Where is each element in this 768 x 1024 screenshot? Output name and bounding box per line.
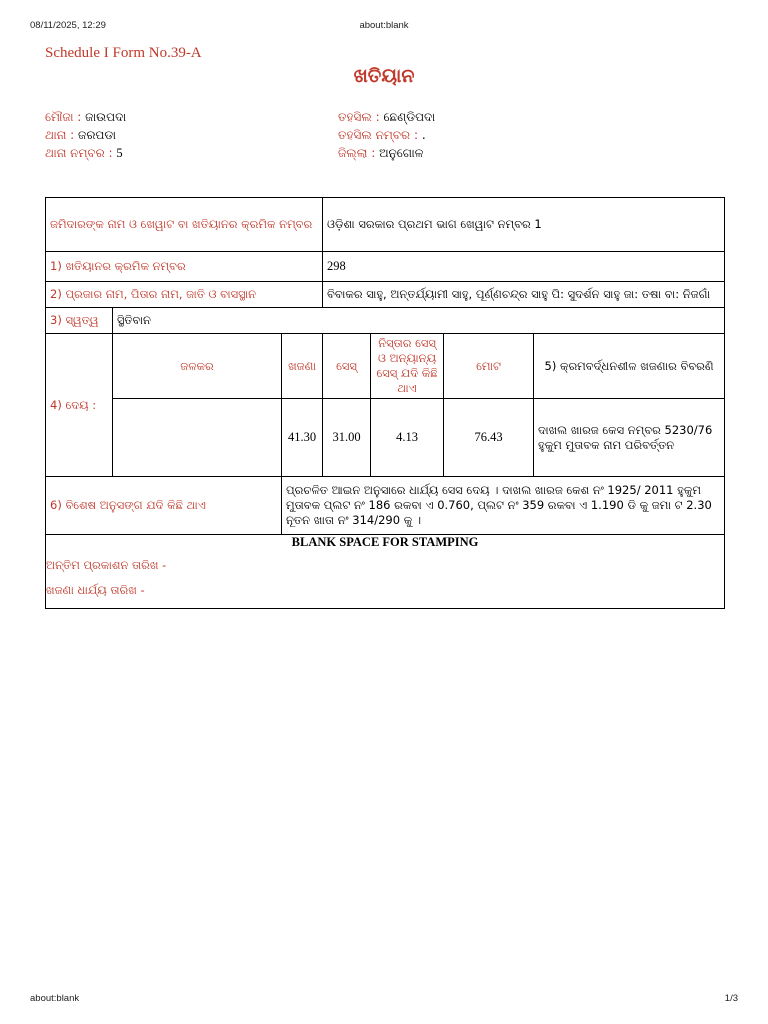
rent-assessment-date-label: ଖଜଣା ଧାର୍ଯ୍ୟ ତାରିଖ -	[46, 583, 145, 597]
khatiyan-no-value: 298	[323, 252, 725, 282]
thana-no-field	[45, 146, 123, 161]
stamp-title: BLANK SPACE FOR STAMPING	[291, 535, 479, 549]
dues-label: 4) ଦେୟ :	[46, 334, 113, 477]
district-field	[338, 146, 423, 161]
print-header	[30, 20, 738, 34]
district-label: ଜିଲ୍ଲା :	[338, 146, 380, 160]
nistar-value: 4.13	[371, 399, 444, 477]
khajana-header: ଖଜଣା	[282, 334, 323, 399]
print-url: about:blank	[359, 20, 409, 31]
stamp-row	[46, 535, 725, 609]
khajana-value: 41.30	[282, 399, 323, 477]
page-number: 1/3	[724, 993, 738, 1004]
print-datetime: 08/11/2025, 12:29	[30, 20, 106, 31]
total-value: 76.43	[444, 399, 534, 477]
thana-no-label: ଥାନା ନମ୍ବର :	[45, 146, 117, 160]
print-footer	[30, 993, 738, 1007]
tahasil-label: ତହସିଲ :	[338, 110, 384, 124]
landlord-value: ଓଡ଼ିଶା ସରକାର ପ୍ରଥମ ଭାଗ ଖେୱାଟ ନମ୍ବର 1	[323, 198, 725, 252]
right-value: ସ୍ଥିତିବାନ	[113, 308, 725, 334]
stamp-area	[46, 535, 725, 609]
cess-value: 31.00	[323, 399, 371, 477]
total-header: ମୋଟ	[444, 334, 534, 399]
jalkar-value	[113, 399, 282, 477]
tenant-row	[46, 282, 725, 308]
final-publication-date-label: ଅନ୍ତିମ ପ୍ରକାଶନ ତାରିଖ -	[46, 558, 167, 572]
thana-field	[45, 128, 116, 143]
form-number: Schedule I Form No.39-A	[45, 45, 202, 61]
footer-url: about:blank	[30, 993, 80, 1004]
khatiyan-table	[45, 197, 725, 609]
tenant-value: ବିବାକର ସାହୁ, ଅନ୍ତର୍ଯ୍ୟାମୀ ସାହୁ, ପୂର୍ଣ୍ଣଚନ୍ଦ୍ର ସାହୁ ପି: ସୁଦର୍ଶନ ସାହୁ ଜା: ତଷା ବା: ନିଜଗାଁ	[323, 282, 725, 308]
dues-header-row	[46, 334, 725, 399]
right-row	[46, 308, 725, 334]
thana-label: ଥାନା :	[45, 128, 79, 142]
mouza-value: ଜାଉପଦା	[85, 110, 127, 124]
tahasil-no-label: ତହସିଲ ନମ୍ବର :	[338, 128, 422, 142]
mouza-label: ମୌଜା :	[45, 110, 86, 124]
right-label: 3) ସ୍ୱତ୍ୱ	[46, 308, 113, 334]
tenant-label: 2) ପ୍ରଜାର ନାମ, ପିତାର ନାମ, ଜାତି ଓ ବାସସ୍ଥାନ	[46, 282, 323, 308]
tahasil-no-field	[338, 128, 426, 143]
special-label: 6) ବିଶେଷ ଅନୁସଙ୍ଗ ଯଦି କିଛି ଥାଏ	[46, 477, 282, 535]
thana-no-value: 5	[116, 146, 123, 160]
special-value: ପ୍ରଚଳିତ ଆଇନ ଅନୁସାରେ ଧାର୍ଯ୍ୟ ସେସ ଦେୟ । ଦାଖଲ ଖାରଜ କେଶ ନଂ 1925/ 2011 ହୁକୁମ ମୁତାବକ ପ୍ଲଟ ନଂ 186 ରକବା ଏ 0.760, ପ୍ଲଟ ନଂ 359 ରକବା ଏ 1.190 ଡି କୁ ଜମା ଟ 2.30 ନୂତନ ଖାତା ନଂ 314/290 କୁ ।	[282, 477, 725, 535]
tahasil-field	[338, 110, 435, 125]
cess-header: ସେସ୍	[323, 334, 371, 399]
increasing-rent-value: ଦାଖଲ ଖାରଜ କେସ ନମ୍ବର 5230/76 ହୁକୁମ ମୁତାବକ ନାମ ପରିବର୍ତ୍ତନ	[534, 399, 725, 477]
tahasil-value: ଛେଣ୍ଡିପଦା	[383, 110, 436, 124]
jalkar-header: ଜଳକର	[113, 334, 282, 399]
landlord-label: ଜମିଦାରଙ୍କ ନାମ ଓ ଖେୱାଟ ବା ଖତିୟାନର କ୍ରମିକ ନମ୍ବର	[46, 198, 323, 252]
tahasil-no-value: .	[421, 128, 426, 142]
document-title: ଖତିୟାନ	[353, 65, 415, 87]
district-value: ଅନୁଗୋଳ	[379, 146, 424, 160]
khatiyan-no-row	[46, 252, 725, 282]
mouza-field	[45, 110, 126, 125]
increasing-rent-header: 5) କ୍ରମବର୍ଦ୍ଧନଶୀଳ ଖଜଣାର ବିବରଣି	[534, 334, 725, 399]
landlord-row	[46, 198, 725, 252]
nistar-header: ନିସ୍ତାର ସେସ୍ ଓ ଅନ୍ୟାନ୍ୟ ସେସ୍ ଯଦି କିଛି ଥାଏ	[371, 334, 444, 399]
khatiyan-no-label: 1) ଖତିୟାନର କ୍ରମିକ ନମ୍ବର	[46, 252, 323, 282]
thana-value: ଜରପଡା	[78, 128, 117, 142]
special-row	[46, 477, 725, 535]
dues-value-row	[46, 399, 725, 477]
